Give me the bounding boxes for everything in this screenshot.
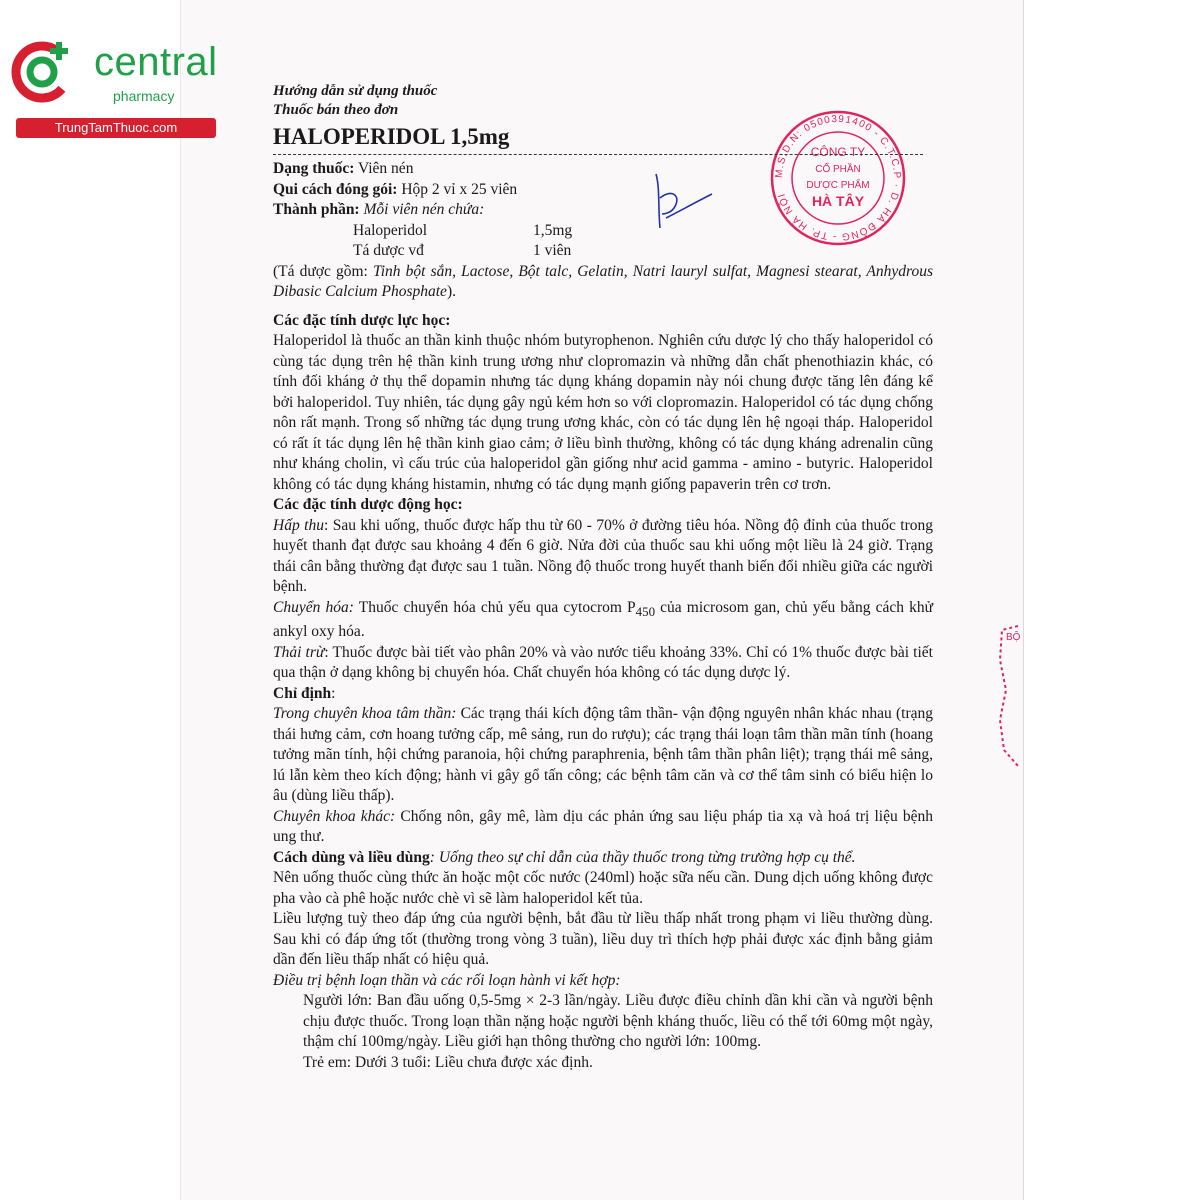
- packaging: Qui cách đóng gói: Hộp 2 vỉ x 25 viên: [273, 180, 518, 198]
- logo-url: TrungTamThuoc.com: [16, 118, 216, 138]
- dosage-subheading: Điều trị bệnh loạn thần và các rối loạn hành vi kết hợp:: [273, 971, 621, 989]
- central-pharmacy-logo: [8, 36, 223, 136]
- ingredient-row: Haloperidol 1,5mg: [353, 221, 573, 239]
- pharmacokinetics-heading: Các đặc tính dược động học:: [273, 496, 463, 513]
- dosage-form: Dạng thuốc: Viên nén: [273, 160, 414, 177]
- dosage-child: Trẻ em: Dưới 3 tuổi: Liều chưa được xác định.: [303, 1053, 593, 1071]
- indication-psychiatry: Trong chuyên khoa tâm thần: Các trạng thái kích động tâm thần- vận động nguyên nhân khác nhau (trạng thái hưng cảm, cơn hoang tưởng cấp, mê sảng, run do rượu); các trạng thái loạn tâm thần mãn tính (hoang tưởng mãn tính, hội chứng paranoia, hội chứng paraphrenia, bệnh tâm thần phân liệt); trạng thái mê sảng, lú lẫn kèm theo kích động; hành vi gây gổ tấn công; các bệnh tâm căn và cơ thể tâm sinh có biểu hiện lo âu (dùng liều thấp).: [273, 705, 933, 805]
- absorption: Hấp thu: Sau khi uống, thuốc được hấp thu từ 60 - 70% ở đường tiêu hóa. Nồng độ đỉnh của thuốc trong huyết thanh đạt được sau khoảng 4 đến 6 giờ. Nửa đời của thuốc sau khi uống một liều là 24 giờ. Trạng thái cân bằng thường đạt được sau 1 tuần. Nồng độ thuốc trong huyết thanh biến đổi nhiều giữa các người bệnh.: [273, 516, 933, 595]
- logo-mark-icon: [8, 36, 78, 106]
- dosage-adult: Người lớn: Ban đầu uống 0,5-5mg × 2-3 lần/ngày. Liều được điều chỉnh dần khi cần và người bệnh chịu được thuốc. Trong loạn thần nặng hoặc người bệnh kháng thuốc, liều có thể tới 60mg một ngày, thậm chí 100mg/ngày. Liều giới hạn thông thường cho người lớn: 100mg.: [303, 992, 933, 1051]
- indications-heading: Chỉ định:: [273, 684, 336, 702]
- pharmacodynamics-text: Haloperidol là thuốc an thần kinh thuộc nhóm butyrophenon. Nghiên cứu dược lý cho thấy haloperidol có cùng tác dụng trên hệ thần kinh trung ương như clopromazin và những dẫn chất phenothiazin khác, có tính đối kháng ở thụ thể dopamin nhưng tác dụng kháng dopamin này nói chung được tăng lên đáng kể bởi haloperidol. Tuy nhiên, tác dụng gây ngủ kém hơn so với clopromazin. Haloperidol có tác dụng chống nôn rất mạnh. Trong số những tác dụng trung ương khác, còn có tác dụng lên hệ ngoại tháp. Haloperidol có rất ít tác dụng lên hệ thần kinh giao cảm; ở liều bình thường, không có tác dụng kháng adrenalin cũng như kháng cholin, vì cấu trúc của haloperidol gần giống như acid gamma - amino - butyric. Haloperidol không có tác dụng kháng histamin, nhưng có tác dụng mạnh giống papaverin trên cơ trơn.: [273, 332, 933, 493]
- composition: Thành phần: Mỗi viên nén chứa:: [273, 201, 485, 218]
- svg-text:DƯỢC PHẨM: DƯỢC PHẨM: [806, 180, 870, 191]
- edge-stamp-fragment-icon: [994, 620, 1022, 770]
- excipients: (Tá dược gồm: Tinh bột sắn, Lactose, Bột talc, Gelatin, Natri lauryl sulfat, Magnesi stearat, Anhydrous Dibasic Calcium Phosphate).: [273, 262, 933, 300]
- divider: [273, 154, 923, 155]
- header-line-1: Hướng dẫn sử dụng thuốc: [273, 83, 438, 99]
- svg-text:BỘ: BỘ: [1006, 632, 1021, 643]
- svg-text:HÀ TÂY: HÀ TÂY: [811, 193, 865, 209]
- product-title: HALOPERIDOL 1,5mg: [273, 124, 510, 149]
- indication-other: Chuyên khoa khác: Chống nôn, gây mê, làm dịu các phản ứng sau liệu pháp tia xạ và hoá trị liệu bệnh ung thư.: [273, 807, 934, 846]
- pharmacodynamics-heading: Các đặc tính dược lực học:: [273, 311, 451, 329]
- metabolism: Chuyển hóa: Thuốc chuyển hóa chủ yếu qua cytocrom $P_{450}$ của microsom gan, chủ yếu bằng cách khử ankyl oxy hóa.: [273, 598, 933, 641]
- dosage-heading: Cách dùng và liều dùng: Uống theo sự chỉ dẫn của thầy thuốc trong từng trường hợp cụ thể.: [273, 848, 856, 866]
- excretion: Thải trừ: Thuốc được bài tiết vào phân 20% và vào nước tiểu khoảng 33%. Chỉ có 1% thuốc được bài tiết qua thận ở dạng không bị chuyển hóa. Chất chuyển hóa không có tác dụng dược lý.: [273, 643, 933, 682]
- svg-text:CỔ PHẦN: CỔ PHẦN: [815, 164, 861, 175]
- dosage-para-1: Nên uống thuốc cùng thức ăn hoặc một cốc nước (240ml) hoặc sữa nếu cần. Dung dịch uống không được pha vào cà phê hoặc nước chè vì sẽ làm haloperidol kết tủa.: [273, 869, 933, 907]
- svg-text:CÔNG TY: CÔNG TY: [810, 145, 866, 159]
- logo-sub: pharmacy: [113, 88, 175, 104]
- dosage-para-2: Liều lượng tuỳ theo đáp ứng của người bệnh, bắt đầu từ liều thấp nhất trong phạm vi liều thường dùng. Sau khi có đáp ứng tốt (thường trong vòng 3 tuần), liều duy trì thích hợp phải được xác định bằng giảm dần đến liều thấp nhất có hiệu quả.: [273, 910, 933, 969]
- leaflet-body: [273, 82, 933, 1073]
- svg-text:M.S.D.N: 0500391400 - C.T.C.P: M.S.D.N: 0500391400 - C.T.C.P · D. HÀ ĐÔNG - TP. HÀ NỘI: [773, 113, 903, 243]
- header-line-2: Thuốc bán theo đơn: [273, 102, 399, 118]
- ingredient-row: Tá dược vđ 1 viên: [353, 242, 572, 259]
- logo-brand: central: [94, 40, 218, 84]
